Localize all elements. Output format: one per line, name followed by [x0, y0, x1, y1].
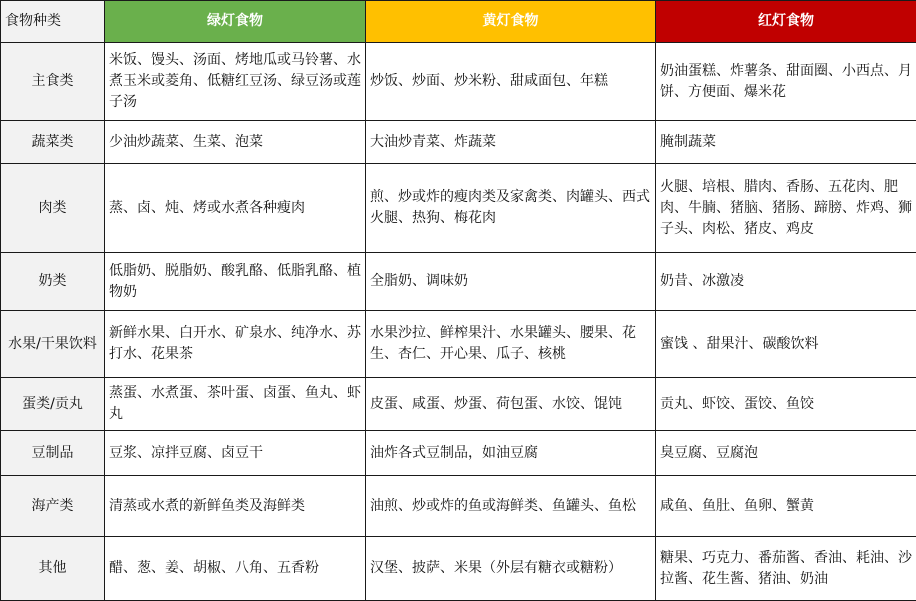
- yellow-cell: 煎、炒或炸的瘦肉类及家禽类、肉罐头、西式火腿、热狗、梅花肉: [366, 164, 656, 253]
- green-cell: 米饭、馒头、汤面、烤地瓜或马铃薯、水煮玉米或菱角、低糖红豆汤、绿豆汤或莲子汤: [105, 43, 366, 121]
- green-cell: 新鲜水果、白开水、矿泉水、纯净水、苏打水、花果茶: [105, 311, 366, 378]
- row-category: 主食类: [1, 43, 105, 121]
- table-row: [1, 121, 916, 164]
- red-cell: 腌制蔬菜: [656, 121, 916, 164]
- yellow-cell: 汉堡、披萨、米果（外层有糖衣或糖粉）: [366, 537, 656, 601]
- red-cell: 奶油蛋糕、炸薯条、甜面圈、小西点、月饼、方便面、爆米花: [656, 43, 916, 121]
- red-cell: 蜜饯 、甜果汁、碳酸饮料: [656, 311, 916, 378]
- row-category: 豆制品: [1, 431, 105, 476]
- yellow-cell: 油炸各式豆制品，如油豆腐: [366, 431, 656, 476]
- green-cell: 少油炒蔬菜、生菜、泡菜: [105, 121, 366, 164]
- red-cell: 贡丸、虾饺、蛋饺、鱼饺: [656, 378, 916, 431]
- row-category: 其他: [1, 537, 105, 601]
- table-row: [1, 378, 916, 431]
- green-cell: 豆浆、凉拌豆腐、卤豆干: [105, 431, 366, 476]
- red-cell: 咸鱼、鱼肚、鱼卵、蟹黄: [656, 476, 916, 537]
- row-category: 蛋类/贡丸: [1, 378, 105, 431]
- table-row: [1, 537, 916, 601]
- yellow-cell: 全脂奶、调味奶: [366, 253, 656, 311]
- row-category: 蔬菜类: [1, 121, 105, 164]
- table-row: [1, 253, 916, 311]
- yellow-cell: 皮蛋、咸蛋、炒蛋、荷包蛋、水饺、馄饨: [366, 378, 656, 431]
- yellow-cell: 炒饭、炒面、炒米粉、甜咸面包、年糕: [366, 43, 656, 121]
- green-cell: 低脂奶、脱脂奶、酸乳酪、低脂乳酪、植物奶: [105, 253, 366, 311]
- green-cell: 蒸、卤、炖、烤或水煮各种瘦肉: [105, 164, 366, 253]
- row-category: 奶类: [1, 253, 105, 311]
- header-green-foods: 绿灯食物: [105, 1, 366, 43]
- yellow-cell: 油煎、炒或炸的鱼或海鲜类、鱼罐头、鱼松: [366, 476, 656, 537]
- table-row: [1, 431, 916, 476]
- red-cell: 奶昔、冰激凌: [656, 253, 916, 311]
- row-category: 海产类: [1, 476, 105, 537]
- yellow-cell: 大油炒青菜、炸蔬菜: [366, 121, 656, 164]
- green-cell: 清蒸或水煮的新鲜鱼类及海鲜类: [105, 476, 366, 537]
- table-row: [1, 164, 916, 253]
- header-category: 食物种类: [1, 1, 105, 43]
- green-cell: 蒸蛋、水煮蛋、茶叶蛋、卤蛋、鱼丸、虾丸: [105, 378, 366, 431]
- header-yellow-foods: 黄灯食物: [366, 1, 656, 43]
- table-row: [1, 43, 916, 121]
- row-category: 水果/干果饮料: [1, 311, 105, 378]
- red-cell: 糖果、巧克力、番茄酱、香油、耗油、沙拉酱、花生酱、猪油、奶油: [656, 537, 916, 601]
- header-red-foods: 红灯食物: [656, 1, 916, 43]
- header-row: [1, 1, 916, 43]
- row-category: 肉类: [1, 164, 105, 253]
- red-cell: 火腿、培根、腊肉、香肠、五花肉、肥肉、牛腩、猪脑、猪肠、蹄膀、炸鸡、狮子头、肉松、猪皮、鸡皮: [656, 164, 916, 253]
- table-row: [1, 476, 916, 537]
- red-cell: 臭豆腐、豆腐泡: [656, 431, 916, 476]
- table-row: [1, 311, 916, 378]
- yellow-cell: 水果沙拉、鲜榨果汁、水果罐头、腰果、花生、杏仁、开心果、瓜子、核桃: [366, 311, 656, 378]
- green-cell: 醋、葱、姜、胡椒、八角、五香粉: [105, 537, 366, 601]
